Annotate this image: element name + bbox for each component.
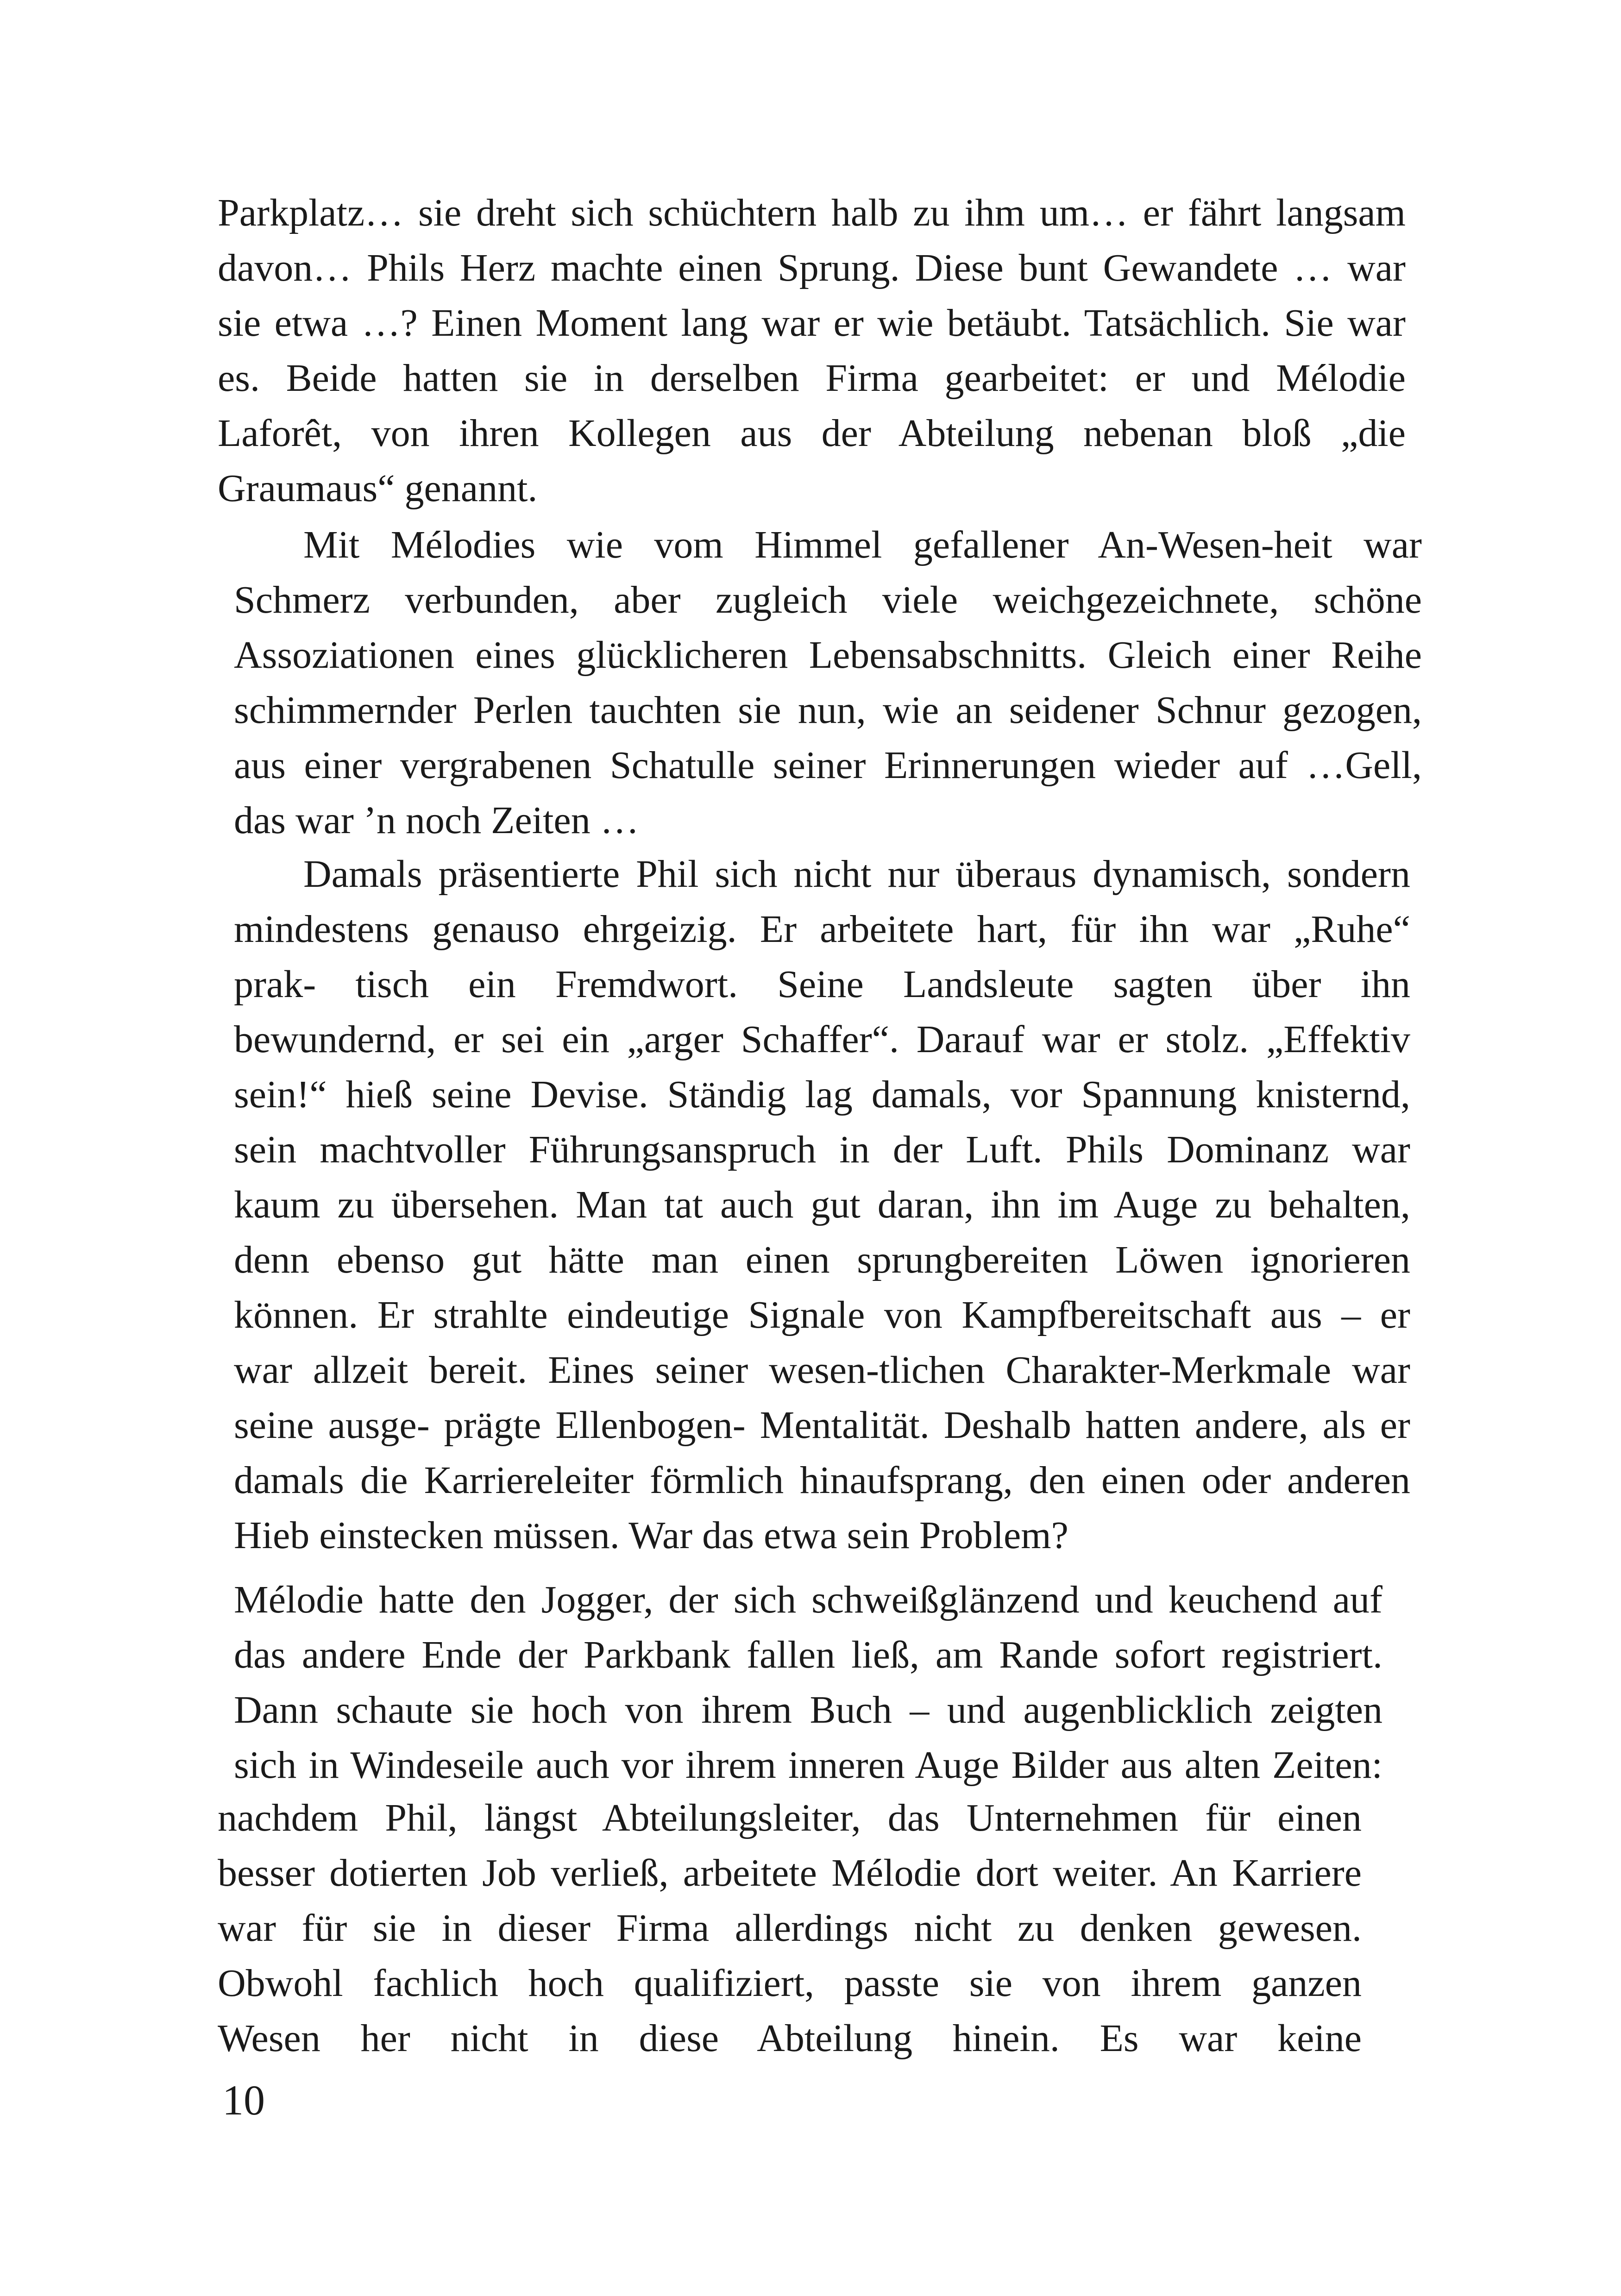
text-line: sein machtvoller Führungsanspruch in der Luft. Phils Dominanz war: [234, 1128, 1410, 1171]
text-line: Dann schaute sie hoch von ihrem Buch – und augenblicklich zeigten: [234, 1688, 1382, 1731]
text-line: mindestens genauso ehrgeizig. Er arbeitete hart, für ihn war „Ruhe“: [234, 908, 1410, 951]
text-line: sein!“ hieß seine Devise. Ständig lag damals, vor Spannung knisternd,: [234, 1073, 1410, 1116]
paragraph-4: [234, 1572, 1382, 1793]
text-line: seine ausge- prägte Ellenbogen- Mentalität. Deshalb hatten andere, als er: [234, 1404, 1410, 1447]
text-line: Schmerz verbunden, aber zugleich viele weichgezeichnete, schöne: [234, 578, 1422, 621]
text-line: denn ebenso gut hätte man einen sprungbereiten Löwen ignorieren: [234, 1238, 1410, 1281]
paragraph-5: [218, 1790, 1362, 2066]
text-line: Parkplatz… sie dreht sich schüchtern halb zu ihm um… er fährt langsam: [218, 191, 1406, 234]
text-line: Laforêt, von ihren Kollegen aus der Abteilung nebenan bloß „die: [218, 412, 1406, 455]
text-line: Obwohl fachlich hoch qualifiziert, passte sie von ihrem ganzen: [218, 1962, 1362, 2005]
text-line: das war ’n noch Zeiten …: [234, 799, 639, 842]
text-line: es. Beide hatten sie in derselben Firma gearbeitet: er und Mélodie: [218, 357, 1406, 400]
page-number: 10: [222, 2076, 265, 2124]
text-line: Wesen her nicht in diese Abteilung hinein. Es war keine: [218, 2017, 1362, 2060]
text-line: können. Er strahlte eindeutige Signale von Kampfbereitschaft aus – er: [234, 1293, 1410, 1336]
text-line: das andere Ende der Parkbank fallen ließ, am Rande sofort registriert.: [234, 1633, 1382, 1676]
text-line: schimmernder Perlen tauchten sie nun, wie an seidener Schnur gezogen,: [234, 689, 1422, 732]
text-line: sich in Windeseile auch vor ihrem inneren Auge Bilder aus alten Zeiten:: [234, 1744, 1382, 1787]
text-line: war für sie in dieser Firma allerdings nicht zu denken gewesen.: [218, 1907, 1362, 1950]
text-line: kaum zu übersehen. Man tat auch gut daran, ihn im Auge zu behalten,: [234, 1183, 1410, 1226]
paragraph-2: [234, 517, 1422, 848]
text-line: war allzeit bereit. Eines seiner wesen-tlichen Charakter-Merkmale war: [234, 1349, 1410, 1392]
text-line: damals die Karriereleiter förmlich hinaufsprang, den einen oder anderen: [234, 1459, 1410, 1502]
text-line: aus einer vergrabenen Schatulle seiner Erinnerungen wieder auf …Gell,: [234, 744, 1422, 787]
text-line: Mit Mélodies wie vom Himmel gefallener An-Wesen-heit war: [303, 523, 1422, 566]
text-line: prak- tisch ein Fremdwort. Seine Landsleute sagten über ihn: [234, 963, 1410, 1006]
paragraph-3: [234, 847, 1410, 1563]
text-line: Damals präsentierte Phil sich nicht nur überaus dynamisch, sondern: [303, 853, 1410, 896]
text-line: Graumaus“ genannt.: [218, 467, 538, 510]
text-line: Hieb einstecken müssen. War das etwa sein Problem?: [234, 1514, 1068, 1557]
text-line: besser dotierten Job verließ, arbeitete Mélodie dort weiter. An Karriere: [218, 1851, 1362, 1895]
text-line: sie etwa …? Einen Moment lang war er wie betäubt. Tatsächlich. Sie war: [218, 301, 1406, 345]
paragraph-1: [218, 185, 1406, 516]
text-line: bewundernd, er sei ein „arger Schaffer“. Darauf war er stolz. „Effektiv: [234, 1018, 1410, 1061]
text-line: Mélodie hatte den Jogger, der sich schweißglänzend und keuchend auf: [234, 1578, 1382, 1621]
text-line: Assoziationen eines glücklicheren Lebensabschnitts. Gleich einer Reihe: [234, 634, 1422, 677]
text-line: davon… Phils Herz machte einen Sprung. Diese bunt Gewandete … war: [218, 246, 1406, 289]
text-line: nachdem Phil, längst Abteilungsleiter, das Unternehmen für einen: [218, 1796, 1362, 1839]
